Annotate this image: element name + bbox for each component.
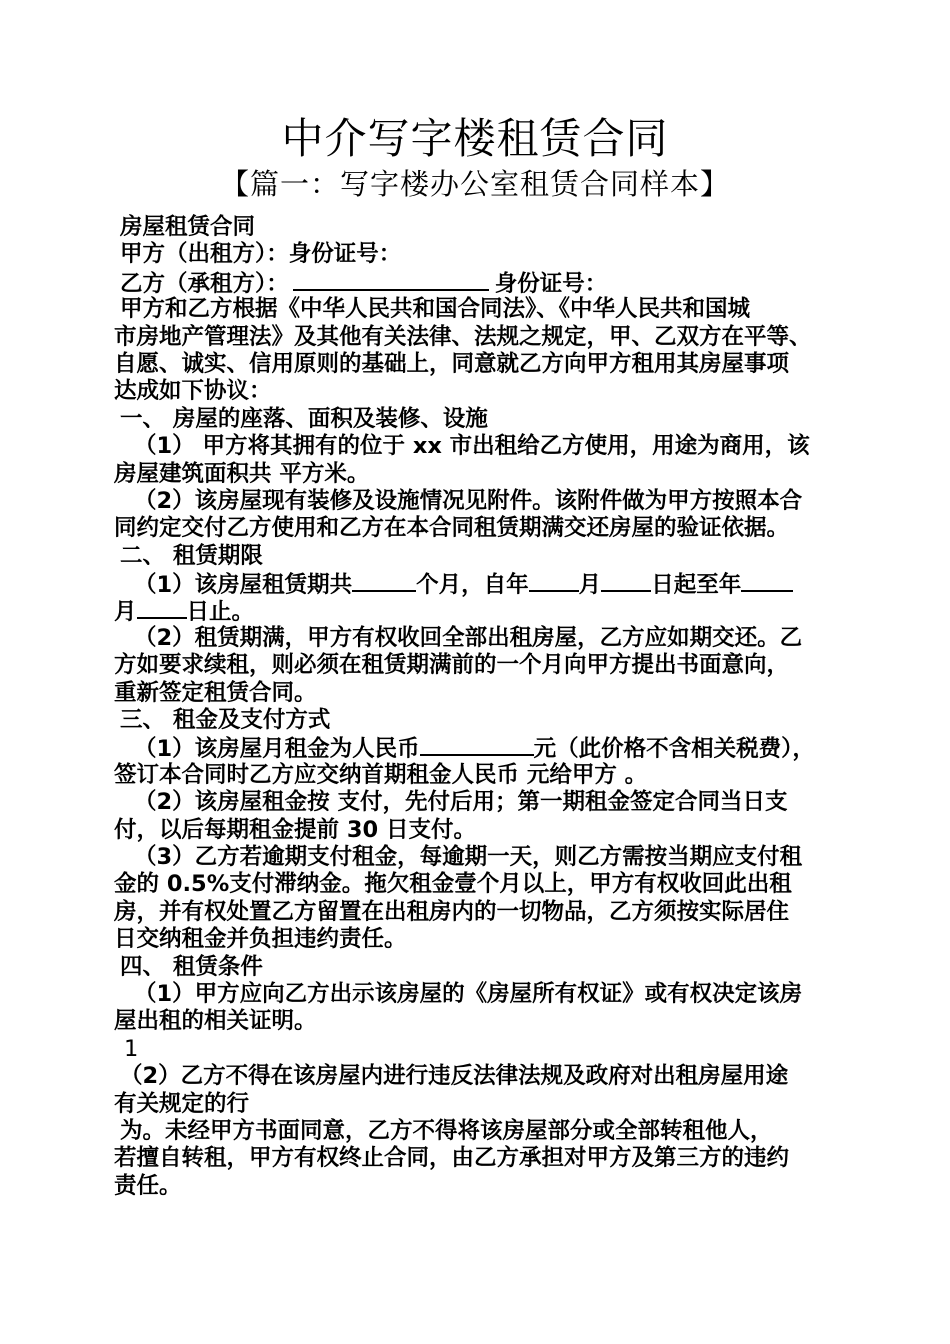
section-heading: 四、 租赁条件: [120, 953, 263, 980]
clause-line: （1） 甲方将其拥有的位于 xx 市出租给乙方使用，用途为商用，该: [134, 433, 810, 460]
clause-text: 月: [114, 599, 137, 626]
clause-line: 房屋建筑面积共 平方米。: [114, 460, 370, 487]
blank-field: [352, 570, 416, 592]
clause-line: 签订本合同时乙方应交纳首期租金人民币 元给甲方 。: [114, 761, 648, 788]
blank-field: [420, 734, 534, 756]
section-heading: 一、 房屋的座落、面积及装修、设施: [120, 405, 488, 432]
preamble-line: 甲方和乙方根据《中华人民共和国合同法》、《中华人民共和国城: [120, 296, 751, 323]
clause-text: 元（此价格不含相关税费），: [533, 736, 815, 763]
clause-line: [114, 570, 854, 597]
clause-line: （2）该房屋租金按 支付，先付后用；第一期租金签定合同当日支: [134, 789, 788, 816]
clause-line: （2）该房屋现有装修及设施情况见附件。该附件做为甲方按照本合: [134, 487, 803, 514]
party-b-id-label: 身份证号：: [494, 270, 608, 297]
clause-line: 重新签定租赁合同。: [114, 679, 317, 706]
clause-line: （2）乙方不得在该房屋内进行违反法律法规及政府对出租房屋用途: [120, 1063, 789, 1090]
clause-text: 个月，自年: [416, 572, 529, 599]
contract-body: [114, 214, 854, 1200]
clause-line: [114, 597, 854, 624]
clause-line: 屋出租的相关证明。: [114, 1008, 317, 1035]
page-number: 1: [124, 1035, 139, 1062]
blank-field: [529, 570, 579, 592]
clause-line: 日交纳租金并负担违约责任。: [114, 926, 407, 953]
clause-line: 责任。: [114, 1172, 182, 1199]
document-subtitle: 【篇一：写字楼办公室租赁合同样本】: [219, 167, 730, 201]
clause-line: （2）租赁期满，甲方有权收回全部出租房屋，乙方应如期交还。乙: [134, 624, 803, 651]
contract-heading: 房屋租赁合同: [120, 214, 256, 240]
party-a-line: 甲方（出租方）：身份证号：: [120, 241, 402, 268]
clause-text: 月: [578, 572, 602, 599]
clause-text: （1）该房屋租赁期共: [134, 572, 353, 599]
blank-field: [137, 597, 187, 619]
clause-line: （1）甲方应向乙方出示该房屋的《房屋所有权证》或有权决定该房: [134, 980, 803, 1007]
section-heading: 二、 租赁期限: [120, 542, 263, 569]
party-b-label: 乙方（承租方）：: [120, 270, 289, 297]
clause-line: [114, 734, 854, 761]
preamble-line: 达成如下协议：: [114, 378, 272, 405]
clause-line: 付，以后每期租金提前 30 日支付。: [114, 816, 476, 843]
document-title: 中介写字楼租赁合同: [281, 114, 669, 163]
section-heading: 三、 租金及支付方式: [120, 707, 331, 734]
clause-line: 金的 0.5%支付滞纳金。拖欠租金壹个月以上，甲方有权收回此出租: [114, 871, 792, 898]
clause-line: （3）乙方若逾期支付租金，每逾期一天，则乙方需按当期应支付租: [134, 843, 803, 870]
clause-text: （1）该房屋月租金为人民币: [134, 736, 420, 763]
clause-line: 房，并有权处置乙方留置在出租房内的一切物品，乙方须按实际居住: [114, 898, 790, 925]
preamble-line: 自愿、诚实、信用原则的基础上，同意就乙方向甲方租用其房屋事项: [114, 350, 790, 377]
blank-field: [601, 570, 651, 592]
clause-text: 日起至年: [651, 572, 742, 599]
clause-line: 若擅自转租，甲方有权终止合同，由乙方承担对甲方及第三方的违约: [114, 1145, 790, 1172]
clause-line: 为。未经甲方书面同意，乙方不得将该房屋部分或全部转租他人，: [120, 1117, 773, 1144]
blank-field: [293, 269, 489, 291]
clause-line: 有关规定的行: [114, 1090, 250, 1117]
clause-text: 日止。: [186, 599, 255, 626]
clause-line: 同约定交付乙方使用和乙方在本合同租赁期满交还房屋的验证依据。: [114, 515, 790, 542]
preamble-line: 市房地产管理法》及其他有关法律、法规之规定，甲、乙双方在平等、: [114, 323, 812, 350]
clause-line: 方如要求续租，则必须在租赁期满前的一个月向甲方提出书面意向，: [114, 652, 790, 679]
party-b-line: [114, 269, 854, 296]
blank-field: [741, 570, 793, 592]
